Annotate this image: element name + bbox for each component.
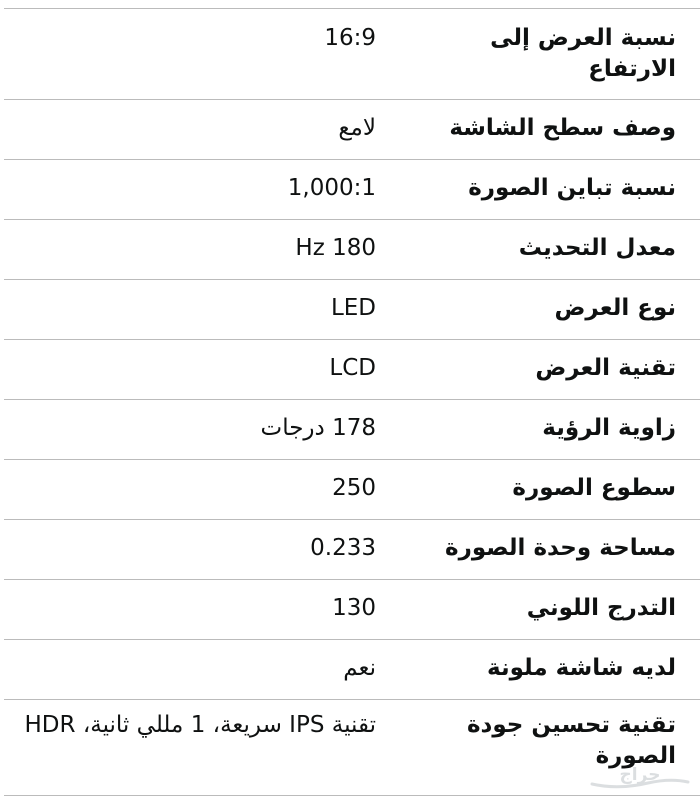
spec-row-contrast-ratio <box>4 160 700 220</box>
spec-label: تقنية تحسين جودة الصورة <box>466 712 676 769</box>
spec-row-viewing-angle <box>4 400 700 460</box>
spec-value: 16:9 <box>324 25 376 51</box>
spec-value: LED <box>330 295 376 321</box>
spec-label: نوع العرض <box>554 295 676 321</box>
spec-label: تقنية العرض <box>535 355 676 381</box>
spec-value: 180 Hz <box>295 235 376 261</box>
spec-label: التدرج اللوني <box>526 595 676 621</box>
spec-row-display-type <box>4 280 700 340</box>
spec-row-aspect-ratio <box>4 9 700 100</box>
haraj-watermark-logo <box>588 764 694 790</box>
spec-row-color-gamut <box>4 580 700 640</box>
spec-label: معدل التحديث <box>518 235 676 261</box>
spec-value: 130 <box>332 595 376 621</box>
table-top-divider <box>4 0 700 9</box>
spec-row-brightness <box>4 460 700 520</box>
spec-label: وصف سطح الشاشة <box>449 115 676 141</box>
spec-row-color-screen <box>4 640 700 700</box>
spec-value: لامع <box>338 115 376 141</box>
spec-value: 0.233 <box>310 535 376 561</box>
spec-row-pixel-pitch <box>4 520 700 580</box>
spec-value: 1,000:1 <box>287 175 376 201</box>
spec-label: زاوية الرؤية <box>542 415 676 441</box>
spec-label: سطوع الصورة <box>512 475 676 501</box>
spec-label: مساحة وحدة الصورة <box>445 535 676 561</box>
spec-label: لديه شاشة ملونة <box>487 655 676 681</box>
spec-row-refresh-rate <box>4 220 700 280</box>
spec-row-screen-surface <box>4 100 700 160</box>
spec-label: نسبة تباين الصورة <box>468 175 676 201</box>
spec-row-display-technology <box>4 340 700 400</box>
spec-value: نعم <box>343 655 376 681</box>
spec-value: 250 <box>332 475 376 501</box>
spec-value: LCD <box>329 355 376 381</box>
spec-value: 178 درجات <box>260 415 376 441</box>
spec-label: نسبة العرض إلى الارتفاع <box>490 25 676 82</box>
spec-value: تقنية IPS سريعة، 1 مللي ثانية، HDR <box>24 712 376 738</box>
watermark-text: حراج <box>619 765 661 785</box>
